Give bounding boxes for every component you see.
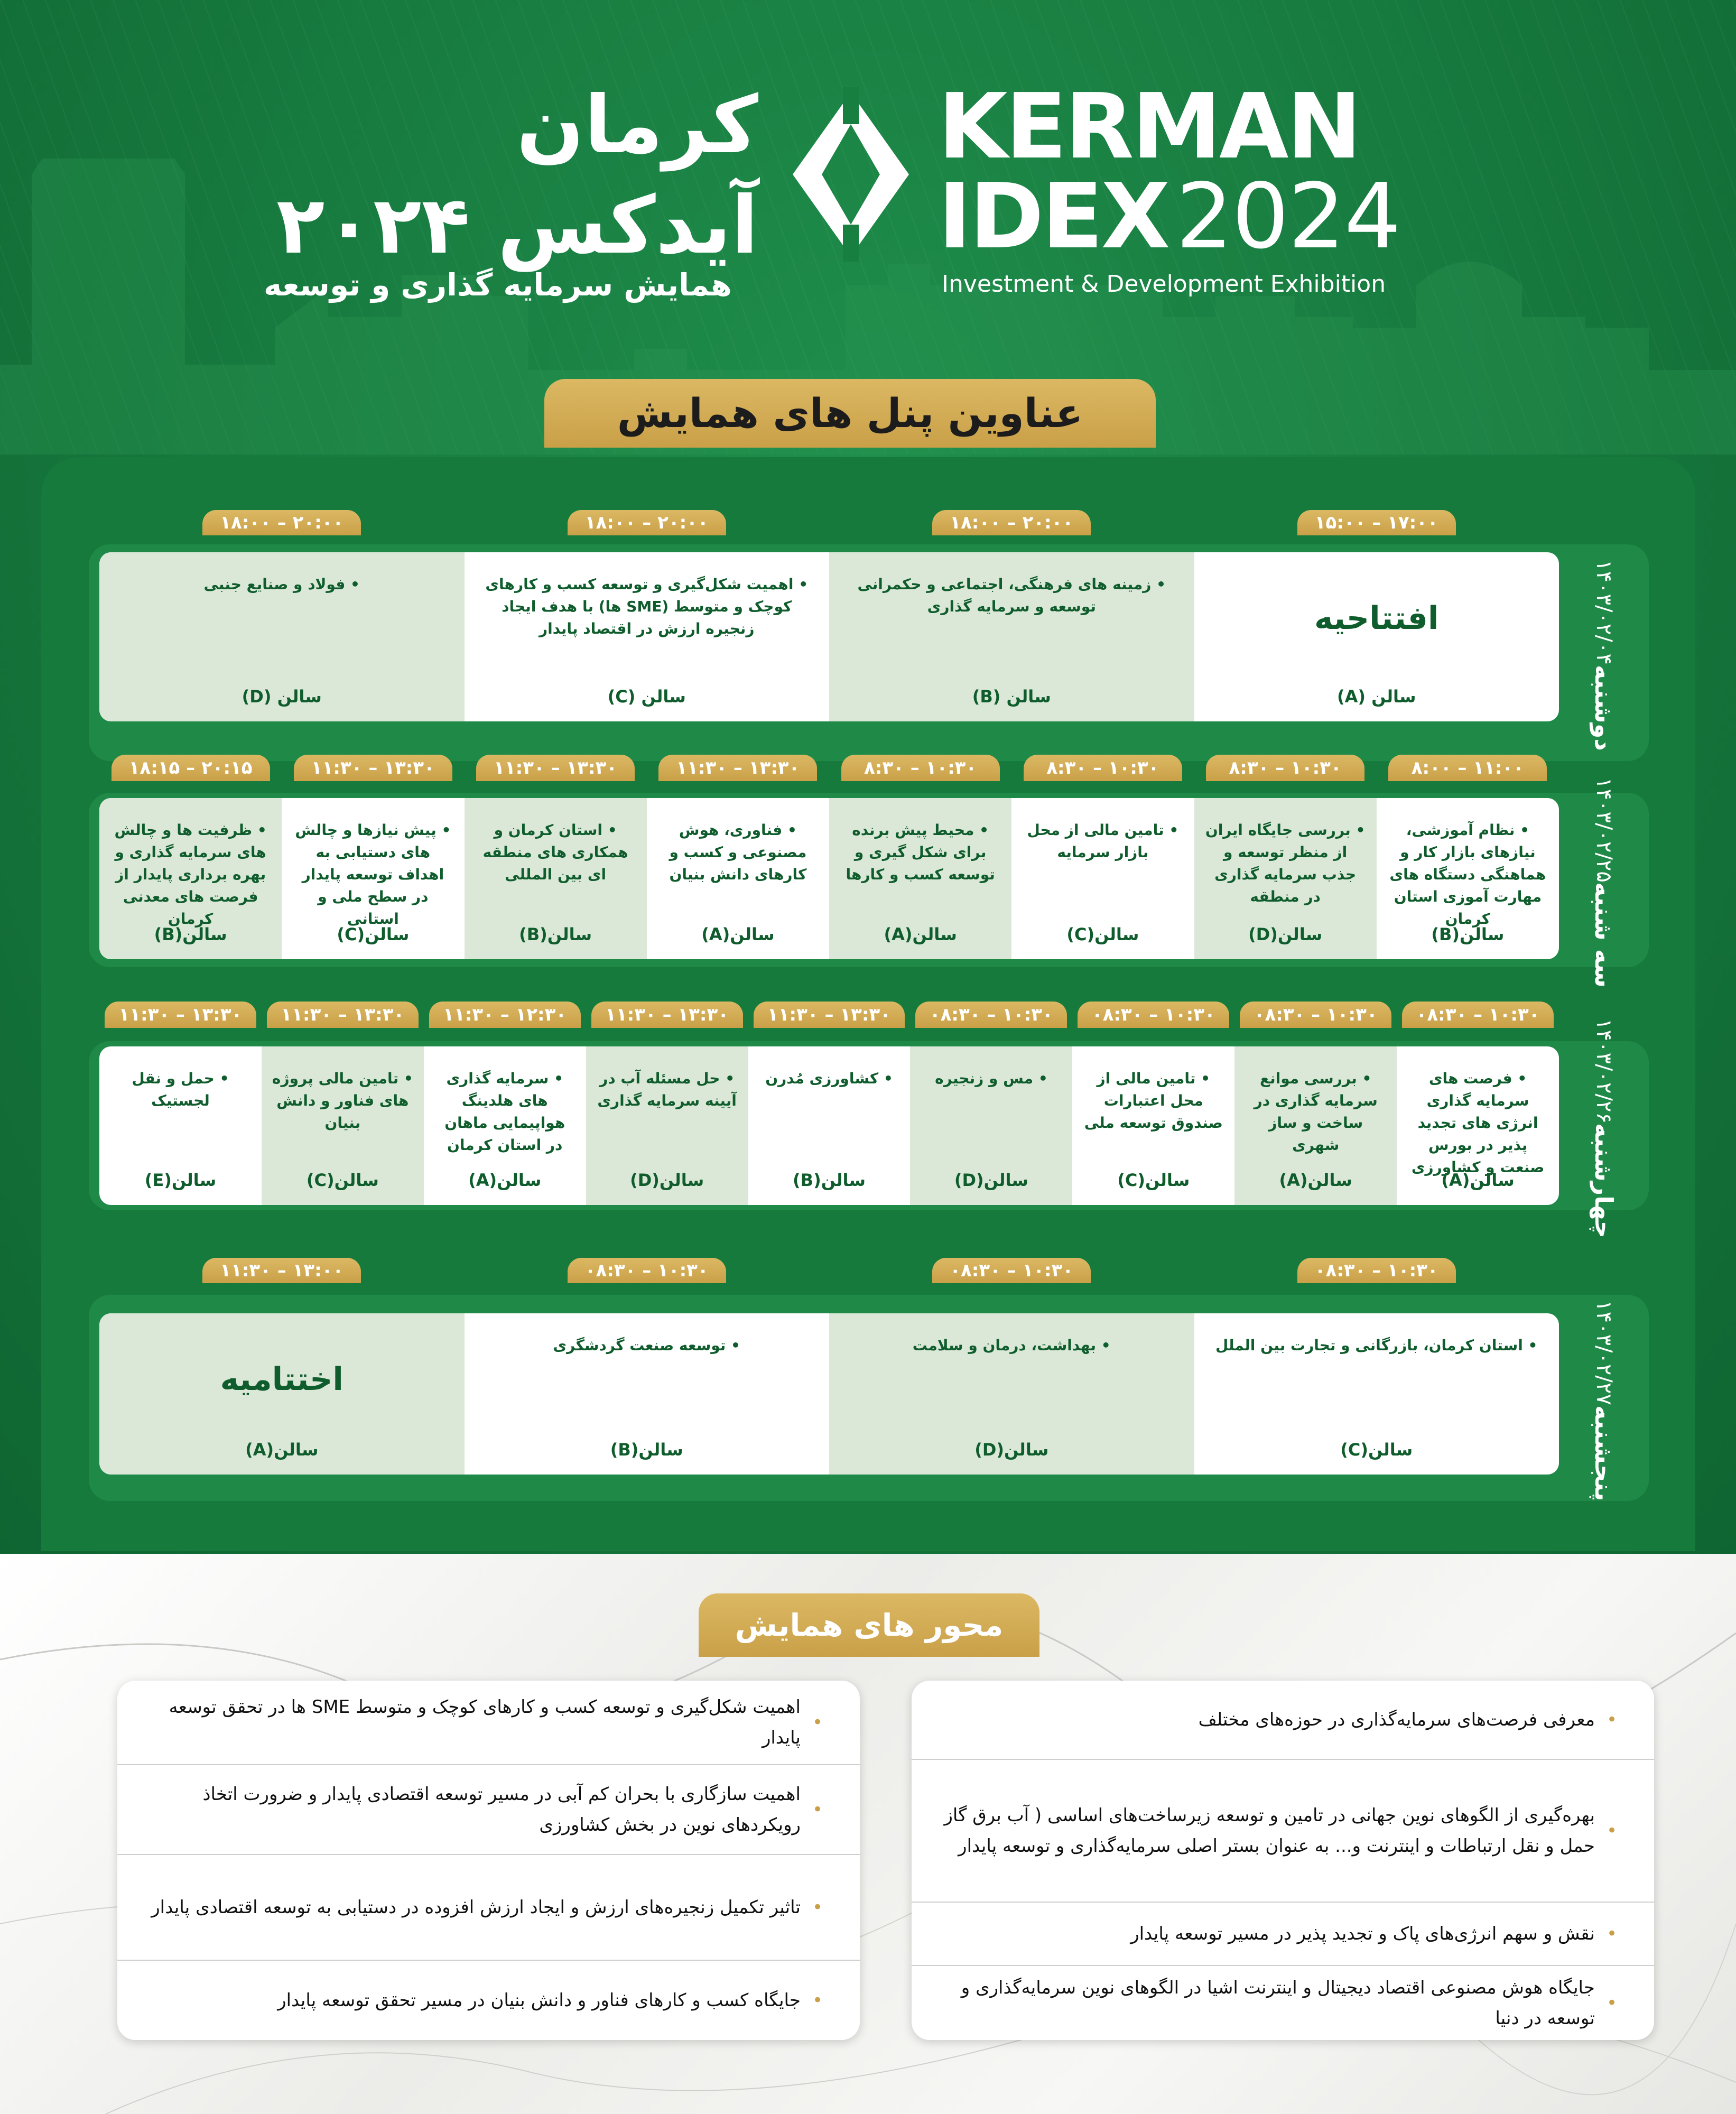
day-card [99, 798, 1559, 959]
en-tagline: Investment & Development Exhibition [942, 271, 1386, 298]
session-topic: • فولاد و صنایع جنبی [110, 573, 454, 596]
fa-title-kerman: کرمان [516, 79, 758, 171]
axis-item [117, 1681, 860, 1765]
day-date: ۱۴۰۳/۰۲/۰۴ [1592, 560, 1616, 665]
session-hall: سالن(D) [954, 1170, 1028, 1190]
session-time: ۱۱:۳۰ – ۱۳:۳۰ [267, 1002, 419, 1028]
session-hall: سالن(A) [245, 1440, 319, 1460]
session-cell [99, 1046, 262, 1205]
axis-item [912, 1760, 1654, 1903]
session-cell [647, 798, 829, 959]
session-time: ۰۸:۳۰ – ۱۰:۳۰ [932, 1258, 1091, 1283]
session-time: ۱۸:۰۰ – ۲۰:۰۰ [202, 510, 361, 535]
session-time: ۱۱:۳۰ – ۱۳:۰۰ [202, 1258, 361, 1283]
session-time: ۸:۳۰ – ۱۰:۳۰ [1024, 755, 1182, 781]
session-topic: • نظام آموزشی، نیازهای بازار کار و هماهنگی دستگاه های مهارت آموزی استان کرمان [1387, 819, 1548, 930]
axis-text: نقش و سهم انرژی‌های پاک و تجدید پذیر در مسیر توسعه پایدار [1130, 1923, 1595, 1944]
day-date: ۱۴۰۳/۰۲/۲۶ [1592, 1018, 1616, 1124]
day-name: چهارشنبه [1590, 1123, 1618, 1239]
session-cell [99, 1313, 465, 1475]
session-title: اختتامیه [220, 1361, 344, 1398]
axis-text: اهمیت سازگاری با بحران کم آبی در مسیر توسعه اقتصادی پایدار و ضرورت اتخاذ رویکردهای نوین در بخش کشاورزی [202, 1784, 801, 1835]
session-cell [99, 798, 282, 959]
session-topic: • محیط پیش برنده برای شکل گیری و توسعه کسب و کارها [840, 819, 1001, 886]
session-title: افتتاحیه [1314, 600, 1439, 637]
session-cell [465, 798, 647, 959]
bullet-icon: • [1606, 1709, 1617, 1730]
session-topic: • تامین مالی از محل بازار سرمایه [1022, 819, 1183, 864]
axis-item [117, 1961, 860, 2040]
axis-item [117, 1855, 860, 1961]
panels-title: عناوین پنل های همایش [544, 379, 1156, 448]
bullet-icon: • [812, 1990, 823, 2011]
session-time: ۱۸:۰۰ – ۲۰:۰۰ [568, 510, 726, 535]
session-cell [262, 1046, 424, 1205]
session-time: ۱۱:۳۰ – ۱۳:۳۰ [591, 1002, 743, 1028]
session-time: ۱۸:۰۰ – ۲۰:۰۰ [932, 510, 1091, 535]
session-time: ۰۸:۳۰ – ۱۰:۳۰ [568, 1258, 726, 1283]
session-hall: سالن(B) [793, 1170, 866, 1190]
session-cell [1377, 798, 1559, 959]
session-time: ۸:۰۰ – ۱۱:۰۰ [1388, 755, 1547, 781]
session-time: ۱۱:۳۰ – ۱۳:۳۰ [754, 1002, 905, 1028]
day-name: پنجشنبه [1590, 1405, 1618, 1501]
session-cell [1072, 1046, 1234, 1205]
session-hall: سالن(D) [974, 1440, 1049, 1460]
axis-item [912, 1681, 1654, 1760]
session-time: ۱۸:۱۵ – ۲۰:۱۵ [112, 755, 270, 781]
session-cell [829, 552, 1194, 721]
day-date: ۱۴۰۳/۰۲/۲۵ [1592, 777, 1616, 883]
session-topic: • بهداشت، درمان و سلامت [840, 1334, 1184, 1357]
bullet-icon: • [812, 1799, 823, 1820]
session-cell [748, 1046, 911, 1205]
session-cell [1194, 1313, 1559, 1475]
session-hall: سالن(B) [154, 924, 227, 944]
session-time: ۱۱:۳۰ – ۱۳:۳۰ [105, 1002, 256, 1028]
en-title-idex: IDEX [938, 164, 1168, 269]
session-time: ۰۸:۳۰ – ۱۰:۳۰ [1240, 1002, 1391, 1028]
session-cell [1234, 1046, 1397, 1205]
session-hall: سالن(D) [630, 1170, 704, 1190]
session-topic: • اهمیت شکل‌گیری و توسعه کسب و کارهای کوچک و متوسط (SME ها) با هدف ایجاد زنجیره ارزش در اقتصاد پایدار [475, 573, 819, 640]
session-hall: سالن(C) [306, 1170, 379, 1190]
day-label [1564, 544, 1644, 761]
session-topic: • پیش نیازها و چالش های دستیابی به اهداف توسعه پایدار در سطح ملی و استانی [292, 819, 453, 930]
session-cell [1194, 552, 1559, 721]
day-label [1564, 777, 1644, 988]
session-topic: • توسعه صنعت گردشگری [475, 1334, 819, 1357]
session-hall: سالن (B) [972, 687, 1051, 707]
axes-card-left [117, 1681, 860, 2040]
day-name: دوشنبه [1590, 664, 1618, 751]
day-name: سه شنبه [1590, 882, 1618, 988]
axis-text: معرفی فرصت‌های سرمایه‌گذاری در حوزه‌های مختلف [1198, 1709, 1595, 1730]
session-hall: سالن(A) [701, 924, 775, 944]
session-cell [910, 1046, 1072, 1205]
session-time: ۱۱:۳۰ – ۱۳:۳۰ [294, 755, 452, 781]
day-card [99, 1313, 1559, 1475]
session-topic: • مس و زنجیره [921, 1068, 1062, 1090]
bullet-icon: • [812, 1712, 823, 1733]
session-hall: سالن(A) [884, 924, 957, 944]
session-cell [465, 1313, 830, 1475]
session-cell [1011, 798, 1194, 959]
session-hall: سالن(B) [519, 924, 592, 944]
session-cell [282, 798, 464, 959]
session-topic: • استان کرمان، بازرگانی و تجارت بین الملل [1205, 1334, 1549, 1357]
session-hall: سالن(A) [1279, 1170, 1352, 1190]
bullet-icon: • [1606, 1923, 1617, 1944]
session-time: ۱۱:۳۰ – ۱۳:۳۰ [476, 755, 635, 781]
session-hall: سالن (D) [242, 687, 322, 707]
session-topic: • زمینه های فرهنگی، اجتماعی و حکمرانی توسعه و سرمایه گذاری [840, 573, 1184, 618]
session-hall: سالن(D) [1248, 924, 1323, 944]
kerman-idex-logo-icon [782, 87, 920, 262]
axis-text: جایگاه هوش مصنوعی اقتصاد دیجیتال و اینترنت اشیا در الگوهای نوین سرمایه‌گذاری و توسعه در دنیا [961, 1977, 1595, 2029]
session-topic: • تامین مالی از محل اعتبارات صندوق توسعه ملی [1083, 1068, 1224, 1134]
session-cell [1397, 1046, 1559, 1205]
axis-text: اهمیت شکل‌گیری و توسعه کسب و کارهای کوچک و متوسط SME ها در تحقق توسعه پایدار [169, 1696, 801, 1748]
fa-tagline: همایش سرمایه گذاری و توسعه [264, 267, 732, 303]
day-label [1564, 1295, 1644, 1501]
session-hall: سالن(C) [1066, 924, 1139, 944]
session-topic: • بررسی موانع سرمایه گذاری در ساخت و ساز شهری [1245, 1068, 1386, 1156]
bullet-icon: • [1606, 1992, 1617, 2014]
session-hall: سالن(A) [1441, 1170, 1515, 1190]
axis-item [912, 1903, 1654, 1966]
session-cell [1194, 798, 1377, 959]
day-label [1564, 1018, 1644, 1239]
day-card [99, 552, 1559, 721]
bullet-icon: • [812, 1897, 823, 1918]
axis-item [117, 1765, 860, 1855]
session-time: ۰۸:۳۰ – ۱۰:۳۰ [1078, 1002, 1229, 1028]
session-hall: سالن(E) [144, 1170, 217, 1190]
axis-text: بهره‌گیری از الگوهای نوین جهانی در تامین و توسعه زیرساخت‌های اساسی ( آب برق گاز حمل و نقل ارتباطات و اینترنت و... به عنوان بستر اصلی سرمایه‌گذاری و توسعه پایدار [944, 1805, 1595, 1857]
session-cell [424, 1046, 586, 1205]
session-time: ۰۸:۳۰ – ۱۰:۳۰ [1297, 1258, 1456, 1283]
session-time: ۱۱:۳۰ – ۱۳:۳۰ [658, 755, 817, 781]
session-hall: سالن (C) [607, 687, 686, 707]
axes-card-right [912, 1681, 1654, 2040]
session-cell [829, 798, 1011, 959]
session-hall: سالن (A) [1337, 687, 1416, 707]
session-hall: سالن(B) [1431, 924, 1505, 944]
session-topic: • حل مسئله آب در آیینه سرمایه گذاری [597, 1068, 738, 1112]
session-time: ۱۱:۳۰ – ۱۲:۳۰ [429, 1002, 581, 1028]
en-title-kerman: KERMAN [938, 75, 1360, 179]
session-topic: • بررسی جایگاه ایران از منظر توسعه و جذب سرمایه گذاری در منطقه [1205, 819, 1366, 908]
session-topic: • فرصت های سرمایه گذاری انرژی های تجدید پذیر در بورس صنعت و کشاورزی [1407, 1068, 1548, 1179]
session-topic: • استان کرمان و همکاری های منطقه ای بین المللی [475, 819, 636, 886]
axes-title: محور های همایش [699, 1593, 1039, 1657]
session-hall: سالن(B) [610, 1440, 683, 1460]
session-topic: • سرمایه گذاری های هلدینگ هواپیمایی ماهان در استان کرمان [434, 1068, 575, 1156]
session-time: ۰۸:۳۰ – ۱۰:۳۰ [1402, 1002, 1554, 1028]
day-date: ۱۴۰۳/۰۲/۲۷ [1592, 1300, 1616, 1405]
fa-title-idex: آیدکس ۲۰۲۴ [276, 180, 758, 272]
session-hall: سالن(C) [337, 924, 410, 944]
session-cell [586, 1046, 748, 1205]
day-card [99, 1046, 1559, 1205]
session-cell [829, 1313, 1194, 1475]
axis-text: جایگاه کسب و کارهای فناور و دانش بنیان در مسیر تحقق توسعه پایدار [277, 1990, 801, 2011]
en-title-year: 2024 [1176, 164, 1400, 269]
session-cell [465, 552, 830, 721]
session-time: ۰۸:۳۰ – ۱۰:۳۰ [915, 1002, 1067, 1028]
session-time: ۸:۳۰ – ۱۰:۳۰ [841, 755, 1000, 781]
session-topic: • حمل و نقل لجستیک [110, 1068, 251, 1112]
session-hall: سالن(A) [468, 1170, 542, 1190]
session-hall: سالن(C) [1117, 1170, 1190, 1190]
session-topic: • کشاورزی مُدرن [759, 1068, 900, 1090]
axis-text: تاثیر تکمیل زنجیره‌های ارزش و ایجاد ارزش افزوده در دستیابی به توسعه اقتصادی پایدار [151, 1897, 801, 1918]
axis-item [912, 1966, 1654, 2040]
session-time: ۸:۳۰ – ۱۰:۳۰ [1206, 755, 1364, 781]
session-time: ۱۵:۰۰ – ۱۷:۰۰ [1297, 510, 1456, 535]
session-topic: • تامین مالی پروژه های فناور و دانش بنیان [272, 1068, 413, 1134]
session-hall: سالن(C) [1340, 1440, 1413, 1460]
bullet-icon: • [1606, 1820, 1617, 1841]
session-topic: • فناوری، هوش مصنوعی و کسب و کارهای دانش بنیان [657, 819, 819, 886]
session-cell [99, 552, 465, 721]
session-topic: • ظرفیت ها و چالش های سرمایه گذاری و بهره برداری پایدار از فرصت های معدنی کرمان [110, 819, 271, 930]
